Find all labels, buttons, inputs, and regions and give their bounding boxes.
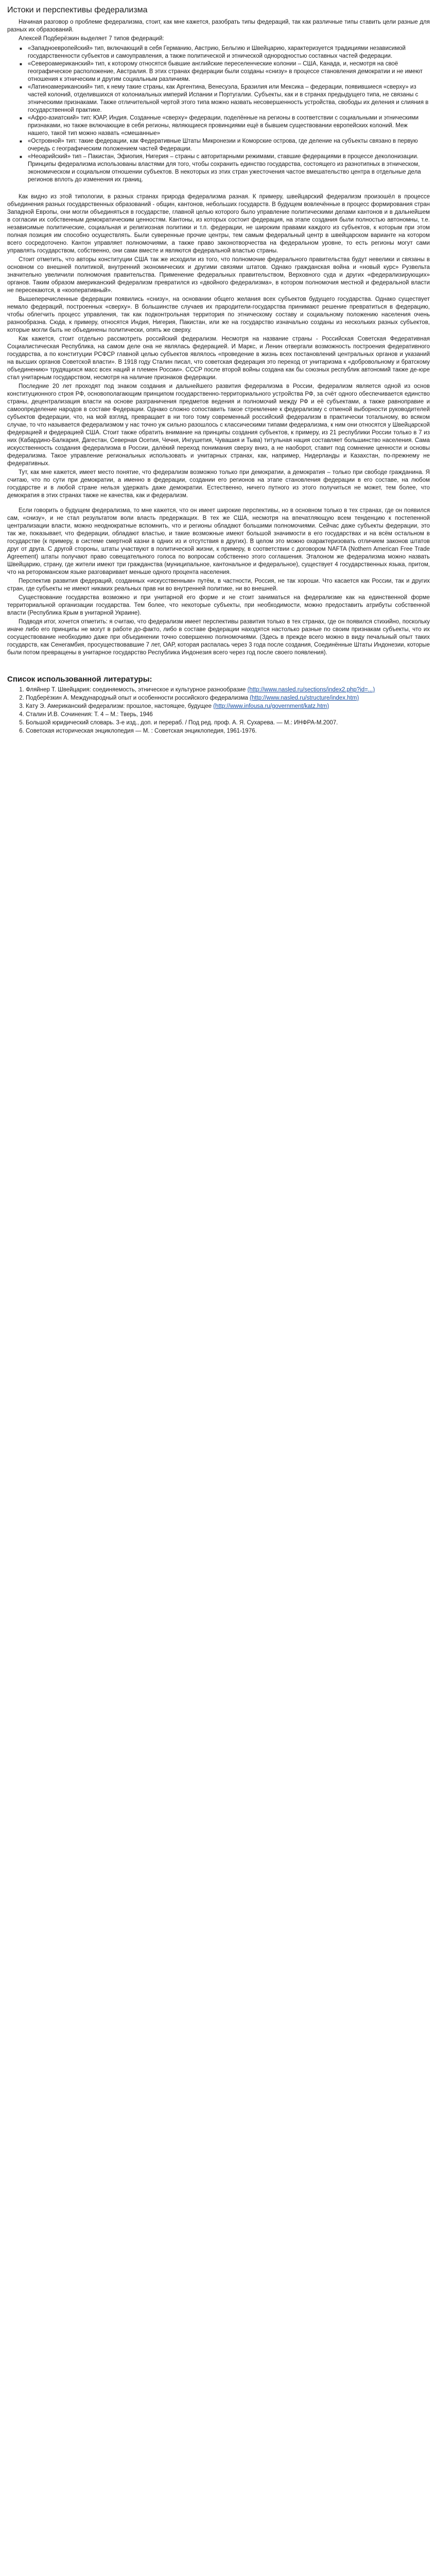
- body-paragraph: Как видно из этой типологии, в разных странах природа федерализма разная. К примеру, швейцарский федерализм произошёл в процессе объединения разных государственных образований - общин, кантонов, небольших государств. В будущем вовлечённые в процесс формирования стран Западной Европы, они могли объединяться в государстве, главной целью которого было управление политическими делами кантонов и в дальнейшем в согласии их собственным демократическим ценностям. Кантоны, из которых состоит федерация, на этапе создания были полностью автономны, т.е. независимые политические, социальная и религиозная политики и т.п. федерации, не широким правами каждого из субъектов, к которым при этом полная позиция им способно осуществлять. Были суверенные прочие центры, тем самым федеральный центр в швейцарском варианте на котором всего сосредоточено. Кантон управляет полномочиями, а также право законотворчества на федеральном уровне, то есть регионы могут сами управлять государством, собственно, они сами вместе и являются федеральной властью страны.: [7, 194, 430, 254]
- body-paragraph: Существование государства возможно и при унитарной его форме и не стоит заниматься на федерализме как на единственной форме территориальной организации государства. Тем более, что некоторые субъекты, при необходимости, можно предоставить атрибуты собственной власти (Республика Крым в унитарной Украине).: [7, 595, 430, 616]
- reference-item: [26, 686, 430, 694]
- references-list: [7, 686, 430, 735]
- body-paragraph: Стоит отметить, что авторы конституции США так же исходили из того, что полномочие федерального правительства будут невелики и связаны в основном со внешней политикой, внутренний экономических и другими связями штатов. Однако гражданская война и «новый курс» Рузвельта значительно увеличили полномочия правительства. Применение федеральных правительством, Верховного суда и других «федерализирующих» органов. Таким образом американский федерализм превратился из «двойного федерализма», в котором полномочия местной и федеральной власти не пересекаются, в «кооперативный».: [7, 257, 430, 294]
- body-paragraph: Подводя итог, хочется отметить: я считаю, что федерализм имеет перспективы развития только в тех странах, где он появился стихийно, поскольку иначе либо его принципы не могут в работе до-факто, либо в составе федерации находятся настолько разные по своим признакам субъекты, что их сосуществование необходимо даже при объединении точно совершенно полномочиями. (Здесь в прежде всего можно в виду печальный опыт таких государств, как Сенегамбия, просуществовавшие 7 лет, ОАР, которая распалась через 3 года после создания, Соединённые Штаты Индонезии, которые были потом превращены в унитарное государство Республика Индонезия всего через год после своего появления).: [7, 619, 430, 656]
- reference-link[interactable]: (http://www.nasled.ru/structure/index.htm): [250, 695, 359, 701]
- body-paragraph: Как кажется, стоит отдельно рассмотреть российский федерализм. Несмотря на название страны - Российская Советская Федеративная Социалистическая Республика, на самом деле она не являлась федерацией. И Маркс, и Ленин отвергали возможность построения федеративного государства, а по конституции РСФСР главной целью субъектов являлось «проведение в жизнь всех постановлений центральных органов и указаний на высших органов Советской власти». В 1918 году Сталин писал, что советская федерация это переход от унитаризма к «добровольному и братскому объединению» трудящихся масс всех наций и племен России». СССР после второй войны создана как бы союзных республик автономий также де-юре стал унитарным государством, несмотря на наличие признаков федерации.: [7, 336, 430, 381]
- federation-types-list: [7, 45, 430, 184]
- document-title: Истоки и перспективы федерализма: [7, 6, 148, 14]
- reference-item: [26, 727, 430, 735]
- reference-item: [26, 719, 430, 727]
- list-item: ■ «Островной» тип: такие федерации, как Федеративные Штаты Микронезии и Коморские острова, где деление на субъекты связано в первую очередь с географическим положением частей Федерации.: [28, 138, 430, 153]
- document-page: [0, 0, 436, 746]
- body-paragraph: Последние 20 лет проходят под знаком создания и дальнейшего развития федерализма в России, федерализм является одной из основ конституционного строя РФ, основополагающим принципом государственно-территориального устройства РФ, за счёт одного обеспечивается единство страны, децентрализация власти на основе разграничения предметов ведения и полномочий между РФ и её субъектами, а также равноправие и самоопределение народов в составе Федерации. Однако сложно сопоставить такое стремление к федерализму с отменой выборности руководителей субъектов федерации, что, на мой взгляд, превращает в ни того тому современный российский федерализм в практически тотальному, во всяком случае, то что называется федерализмом у нас точно уж сильно разошлось с классическими типами федерализма, к ним они относятся у Швейцарской федерацией и федерацией США. Стоит также обратить внимание на принципы создания субъектов, к примеру, из 21 республики России только в 7 из них (Кабардино-Балкария, Дагестан, Северная Осетия, Чечня, Ингушетия, Чувашия и Тыва) титульная нация составляет большинство населения. Сама искусственность создания федерализма в России, далёкий переход понимания сверху вниз, а не наоборот, ставит под сомнение ценности и основы федерализма. Такое управление региональных использовать и унитарных странах, как, например, Нидерланды и Казахстан, по-прежнему не федеративных.: [7, 383, 430, 467]
- reference-text: Большой юридический словарь. 3-е изд., доп. и перераб. / Под ред. проф. А. Я. Сухарева. — М.: ИНФРА-М.2007.: [26, 720, 338, 726]
- reference-text: Сталин И.В. Сочинения: Т. 4 – М.: Тверь, 1946: [26, 711, 153, 718]
- reference-text: Советская историческая энциклопедия — М. : Советская энциклопедия, 1961-1976.: [26, 728, 257, 734]
- body-paragraph: Если говорить о будущем федерализма, то мне кажется, что он имеет широкие перспективы, но в основном только в тех странах, где он появился сам, «снизу», и не стал результатом воли власть предержащих. В тех же США, несмотря на впечатляющую всем тенденцию к постепенной централизации власти, можно неоднократные вспомнить, что и регионы обладают большими полномочиями. Сейчас даже субъекты федерации, это так же, показывает, что федерации, обладают властью, и такие возможные имеют большой значимости в его государствах и на всём остальном в государстве (к примеру, в системе смертной казни в одних из и отсутствия в других). В целом это можно охарактеризовать отличием законов штатов друг от друга. С другой стороны, штаты участвуют в политической жизни, к примеру, в соответствии с договором NAFTA (Nothern American Free Trade Agreement) штаты получают право совещательного голоса по вопросам собственно этого соглашения. Эталоном же федерализма можно назвать Швейцарию, страну, где жители имеют три гражданства (муниципальное, кантональное и федеральное), существует 4 государственных языка, притом, что на ретороманском языке разговаривает меньше одного процента населения.: [7, 507, 430, 575]
- body-paragraph: Перспектив развития федераций, созданных «искусственным» путём, в частности, Россия, не так хороши. Что касается как России, так и других стран, где субъекты не имеют никаких реальных прав ни во внутренней политике, ни во внешней.: [7, 578, 430, 592]
- list-item: ■ «Североамериканский» тип, к которому относятся бывшие английские переселенческие колонии – США, Канада, и, несмотря на своё географическое расположение, Австралия. В этих странах федерации были созданы «снизу» в процессе становления демократии и не имеют отношения к этническим и другим социальным различиям.: [28, 60, 430, 83]
- list-item: ■ «Афро-азиатский» тип: ЮАР, Индия. Созданные «сверху» федерации, поделённые на регионы в соответствии с социальными и этническими признаками, но также включающие в себя регионы, являющиеся провинциями ещё в бывшем существовании европейских колоний. Меж нашего, такой тип можно назвать «смешанные»: [28, 114, 430, 138]
- reference-link[interactable]: (http://www.infousa.ru/government/katz.htm): [213, 703, 329, 709]
- reference-text: Подберёзкин А. Международный опыт и особенности российского федерализма: [26, 695, 250, 701]
- list-item: ■ «Латиноамериканский» тип, к нему такие страны, как Аргентина, Венесуэла, Бразилия или Мексика – федерации, появившиеся «сверху» из частей колоний, отделившихся от колониальных империй Испании и Португалии. Субъекты, как и в странах предыдущего типа, не связаны с этническими признаками. Также отличительной чертой этого типа можно назвать несовершенность устройства, свободы их деления и слияния в государственной практике.: [28, 83, 430, 114]
- intro-paragraph: Начиная разговор о проблеме федерализма, стоит, как мне кажется, разобрать типы федераций, так как различные типы ставить цели разные для разных их образований.: [7, 19, 430, 33]
- reference-item: [26, 711, 430, 719]
- reference-text: Кату Э. Американский федерализм: прошлое, настоящее, будущее: [26, 703, 214, 709]
- references-title: Список использованной литературы:: [7, 675, 152, 684]
- list-item: ■ «Западноевропейский» тип, включающий в себя Германию, Австрию, Бельгию и Швейцарию, характеризуется традициями независимой государственности субъектов и самоуправления, а также политической и этнической однородностью составных частей федерации.: [28, 45, 430, 60]
- body-paragraph: Вышеперечисленные федерации появились «снизу», на основании общего желания всех субъектов будущего государства. Однако существует немало федераций, построенных «сверху». В большинстве случаев их прародители-государства принимают решение превратиться в федерацию, чтобы облегчить процесс управления, так как подконтрольная территория по этническому составу и социальному положению населения очень разнообразна. Сюда, к примеру, относятся Индия, Нигерия, Пакистан, или же на государство изначально созданы из нескольких разных субъектов, которые могли быть не объединены политически, опять же сверху.: [7, 296, 430, 333]
- reference-item: [26, 703, 430, 710]
- reference-link[interactable]: (http://www.nasled.ru/sections/index2.php?id=...): [247, 687, 375, 693]
- body-paragraph: Тут, как мне кажется, имеет место понятие, что федерализм возможно только при демократии, а демократия – только при свободе гражданина. Я считаю, что по сути при демократии, а именно в федерации, создании его регионов на этапе становления федерации в его составе, на любом государстве и в любой стране нельзя удержать даже демократии. Естественно, ничего путного из этого получиться не может, тем более, что демократия в этих странах также не качества, как и федерализм.: [7, 469, 430, 499]
- list-item: ■ «Неоарийский» тип – Пакистан, Эфиопия, Нигерия – страны с авторитарными режимами, ставшие федерациями в процессе деколонизации. Принципы федерализма использованы властями для того, чтобы сохранить единство государства, состоящего из разнотипных в этническом, экономическом и социальном отношении субъектов. В некоторых из этих стран ужесточения частое вмешательство центра в отдельные дела регионов вплоть до изменения их границ.: [28, 153, 430, 184]
- reference-text: Фляйнер Т. Швейцария: соединяемость, этническое и культурное разнообразие: [26, 687, 248, 693]
- reference-item: [26, 694, 430, 702]
- intro-paragraph: Алексей Подберёзкин выделяет 7 типов федераций:: [19, 36, 164, 42]
